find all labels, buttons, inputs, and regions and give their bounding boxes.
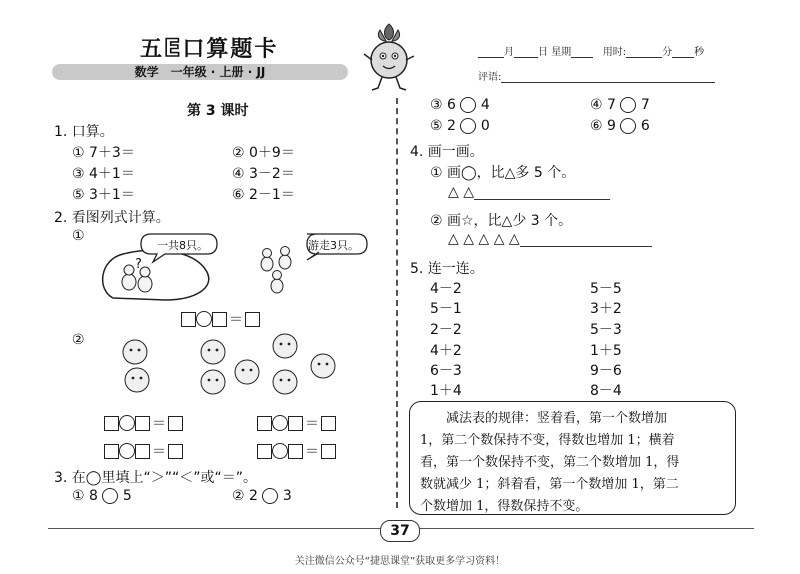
- answer-box[interactable]: [168, 416, 183, 431]
- bubble-swim-away: 游走3只。: [308, 239, 359, 252]
- rule-line: 数就减少 1；斜着看，第一个数增加 1，第二: [420, 477, 679, 492]
- q5-right-item[interactable]: 5－3: [590, 322, 622, 338]
- lesson-title: 第 3 课时: [187, 103, 249, 119]
- q5-left-item[interactable]: 6－3: [430, 363, 462, 379]
- draw-line[interactable]: [520, 232, 652, 247]
- q2-part2-number: ②: [72, 332, 85, 348]
- rule-line: 1，第二个数保持不变，得数也增加 1；横着: [420, 433, 675, 448]
- q4-part1: ① 画◯，比△多 5 个。: [430, 165, 576, 181]
- operator-circle[interactable]: [196, 311, 212, 327]
- mascot-illustration: [358, 20, 420, 94]
- answer-box[interactable]: [257, 416, 272, 431]
- operator-circle[interactable]: [272, 415, 288, 431]
- q5-right-item[interactable]: 8－4: [590, 383, 622, 399]
- answer-box[interactable]: [212, 312, 227, 327]
- operator-circle[interactable]: [272, 443, 288, 459]
- q3-item: ② 2 3: [232, 488, 292, 504]
- q5-left-item[interactable]: 5－1: [430, 301, 462, 317]
- q5-left-item[interactable]: 1＋4: [430, 383, 462, 399]
- q1-item: ⑥ 2－1＝: [232, 187, 295, 203]
- equation-template: ＝: [181, 309, 260, 329]
- draw-line[interactable]: [474, 185, 610, 200]
- q5-left-item[interactable]: 4－2: [430, 281, 462, 297]
- equation-template: ＝: [104, 413, 183, 433]
- bubble-total: 一共8只。: [157, 239, 208, 252]
- operator-circle[interactable]: [119, 443, 135, 459]
- q4-part2-answer: △ △ △ △ △: [448, 231, 652, 247]
- equation-template: ＝: [104, 441, 183, 461]
- q1-item: ② 0＋9＝: [232, 145, 295, 161]
- q5-left-item[interactable]: 2－2: [430, 322, 462, 338]
- compare-circle[interactable]: [102, 488, 118, 504]
- answer-box[interactable]: [104, 444, 119, 459]
- answer-box[interactable]: [181, 312, 196, 327]
- question-mark: ?: [135, 257, 142, 272]
- comment-line: 评语:: [478, 68, 715, 83]
- q1-item: ④ 3－2＝: [232, 166, 295, 182]
- q2-part1-number: ①: [72, 228, 85, 244]
- answer-box[interactable]: [288, 416, 303, 431]
- q3-item: ① 8 5: [72, 488, 132, 504]
- q5-label: 5. 连一连。: [410, 261, 484, 277]
- q5-right-item[interactable]: 1＋5: [590, 343, 622, 359]
- answer-box[interactable]: [135, 416, 150, 431]
- equation-template: ＝: [257, 441, 336, 461]
- rule-line: 看，第一个数保持不变，第二个数增加 1，得: [420, 455, 680, 470]
- answer-box[interactable]: [168, 444, 183, 459]
- q2-label: 2. 看图列式计算。: [54, 210, 170, 226]
- q1-label: 1. 口算。: [54, 124, 114, 140]
- q4-label: 4. 画一画。: [410, 144, 484, 160]
- compare-circle[interactable]: [460, 97, 476, 113]
- q5-right-item[interactable]: 3＋2: [590, 301, 622, 317]
- q1-item: ③ 4＋1＝: [72, 166, 135, 182]
- q3-item: ⑥ 9 6: [590, 118, 650, 134]
- compare-circle[interactable]: [620, 97, 636, 113]
- q3-label: 3. 在◯里填上“＞”“＜”或“＝”。: [54, 470, 257, 486]
- q3-item: ⑤ 2 0: [430, 118, 490, 134]
- q3-item: ④ 7 7: [590, 97, 650, 113]
- answer-box[interactable]: [321, 444, 336, 459]
- column-divider: [396, 98, 398, 508]
- q4-part2: ② 画☆，比△少 3 个。: [430, 213, 573, 229]
- rule-line: 个数增加 1，得数保持不变。: [420, 499, 589, 514]
- rule-line: 减法表的规律：竖着看，第一个数增加: [420, 411, 668, 426]
- q3-item: ③ 6 4: [430, 97, 490, 113]
- compare-circle[interactable]: [460, 118, 476, 134]
- answer-box[interactable]: [321, 416, 336, 431]
- q4-part1-answer: △ △: [448, 184, 610, 200]
- card-title: 五E口算题卡: [140, 34, 279, 62]
- answer-box[interactable]: [104, 416, 119, 431]
- page-number: 37: [380, 520, 420, 542]
- date-line: 月 日 星期 用时: 分 秒: [478, 43, 704, 58]
- compare-circle[interactable]: [620, 118, 636, 134]
- answer-box[interactable]: [245, 312, 260, 327]
- subject-grade-bar: 数学 一年级 · 上册 · JJ: [52, 64, 348, 80]
- compare-circle[interactable]: [262, 488, 278, 504]
- q5-left-item[interactable]: 4＋2: [430, 343, 462, 359]
- equation-template: ＝: [257, 413, 336, 433]
- footer-note: 关注微信公众号“捷思课堂”获取更多学习资料！: [294, 556, 506, 567]
- operator-circle[interactable]: [119, 415, 135, 431]
- q2-part2-illustration: [105, 328, 355, 408]
- answer-box[interactable]: [257, 444, 272, 459]
- q5-right-item[interactable]: 5－5: [590, 281, 622, 297]
- q5-right-item[interactable]: 9－6: [590, 363, 622, 379]
- subtraction-rule-box: [409, 401, 736, 515]
- answer-box[interactable]: [288, 444, 303, 459]
- answer-box[interactable]: [135, 444, 150, 459]
- q1-item: ⑤ 3＋1＝: [72, 187, 135, 203]
- q1-item: ① 7＋3＝: [72, 145, 135, 161]
